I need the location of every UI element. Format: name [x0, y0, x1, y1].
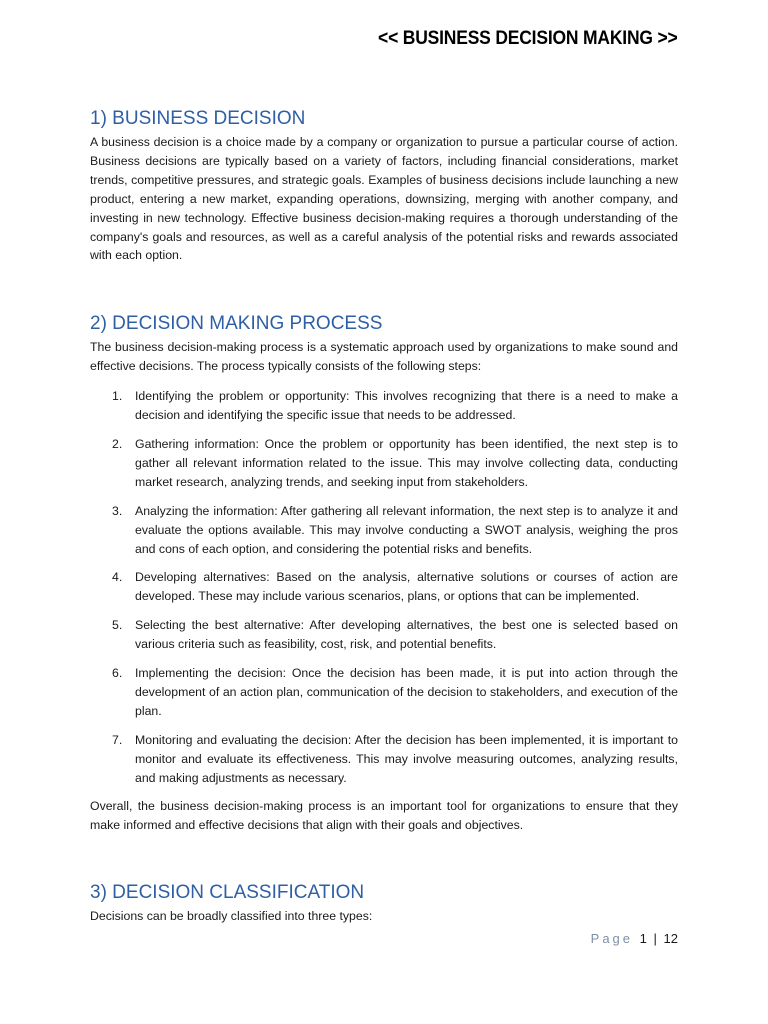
- list-item-number: 1.: [112, 389, 123, 404]
- page-footer: [591, 931, 678, 946]
- list-item-number: 5.: [112, 618, 123, 633]
- list-item-number: 4.: [112, 570, 123, 585]
- section-heading-decision-making-process: 2) DECISION MAKING PROCESS: [90, 313, 383, 335]
- list-item-text: Implementing the decision: Once the decision has been made, it is put into action through the development of an action plan, communication of the decision to stakeholders, and execution of the plan.: [135, 666, 678, 718]
- process-steps-list: [90, 387, 678, 787]
- list-item-text: Gathering information: Once the problem or opportunity has been identified, the next step is to gather all relevant information related to the issue. This may involve collecting data, conducting market research, analyzing trends, and seeking input from stakeholders.: [135, 436, 678, 489]
- list-item-number: 3.: [112, 503, 123, 518]
- section-heading-business-decision: 1) BUSINESS DECISION: [90, 108, 306, 129]
- total-pages: 12: [663, 931, 678, 946]
- list-item: [112, 502, 678, 559]
- current-page-number: 1: [639, 931, 647, 946]
- list-item-text: Monitoring and evaluating the decision: After the decision has been implemented, it is important to monitor and evaluate its effectiveness. This may involve measuring outcomes, analyzing results, and making adjustments as necessary.: [135, 732, 678, 785]
- page-label: Page: [590, 931, 634, 946]
- list-item-number: 2.: [112, 436, 123, 451]
- list-item: [112, 568, 678, 606]
- list-item: [112, 664, 678, 721]
- list-item: [112, 731, 678, 788]
- list-item-text: Analyzing the information: After gathering all relevant information, the next step is to analyze it and evaluate the options available. This may involve conducting a SWOT analysis, weighing the pros and cons of each option, and considering the potential risks and benefits.: [135, 503, 678, 556]
- list-item-number: 7.: [112, 732, 123, 747]
- list-item: [112, 616, 678, 654]
- section-closing-decision-making-process: Overall, the business decision-making process is an important tool for organizations to ensure that they make informed and effective decisions that align with their goals and objectives.: [90, 799, 678, 833]
- section-intro-decision-making-process: The business decision-making process is a systematic approach used by organizations to make sound and effective decisions. The process typically consists of the following steps:: [90, 340, 678, 374]
- running-header: << BUSINESS DECISION MAKING >>: [378, 28, 678, 49]
- section-paragraph-decision-classification: Decisions can be broadly classified into three types:: [90, 909, 373, 924]
- page-content: [90, 108, 678, 926]
- list-item-text: Identifying the problem or opportunity: This involves recognizing that there is a need to make a decision and identifying the specific issue that needs to be addressed.: [135, 389, 678, 423]
- section-heading-decision-classification: 3) DECISION CLASSIFICATION: [90, 882, 365, 904]
- list-item-number: 6.: [112, 666, 123, 681]
- list-item-text: Developing alternatives: Based on the analysis, alternative solutions or courses of action are developed. These may include various scenarios, plans, or options that can be implemented.: [135, 570, 678, 604]
- section-paragraph-business-decision: A business decision is a choice made by a company or organization to pursue a particular course of action. Business decisions are typically based on a variety of factors, including financial considerations, market trends, competitive pressures, and strategic goals. Examples of business decisions include launching a new product, entering a new market, expanding operations, downsizing, merging with another company, and investing in new technology. Effective business decision-making requires a thorough understanding of the company's goals and resources, as well as a careful analysis of the potential risks and rewards associated with each option.: [90, 135, 678, 263]
- list-item: [112, 435, 678, 492]
- list-item: [112, 387, 678, 425]
- list-item-text: Selecting the best alternative: After developing alternatives, the best one is selected based on various criteria such as feasibility, cost, risk, and potential benefits.: [135, 618, 678, 652]
- page-separator: |: [653, 931, 657, 946]
